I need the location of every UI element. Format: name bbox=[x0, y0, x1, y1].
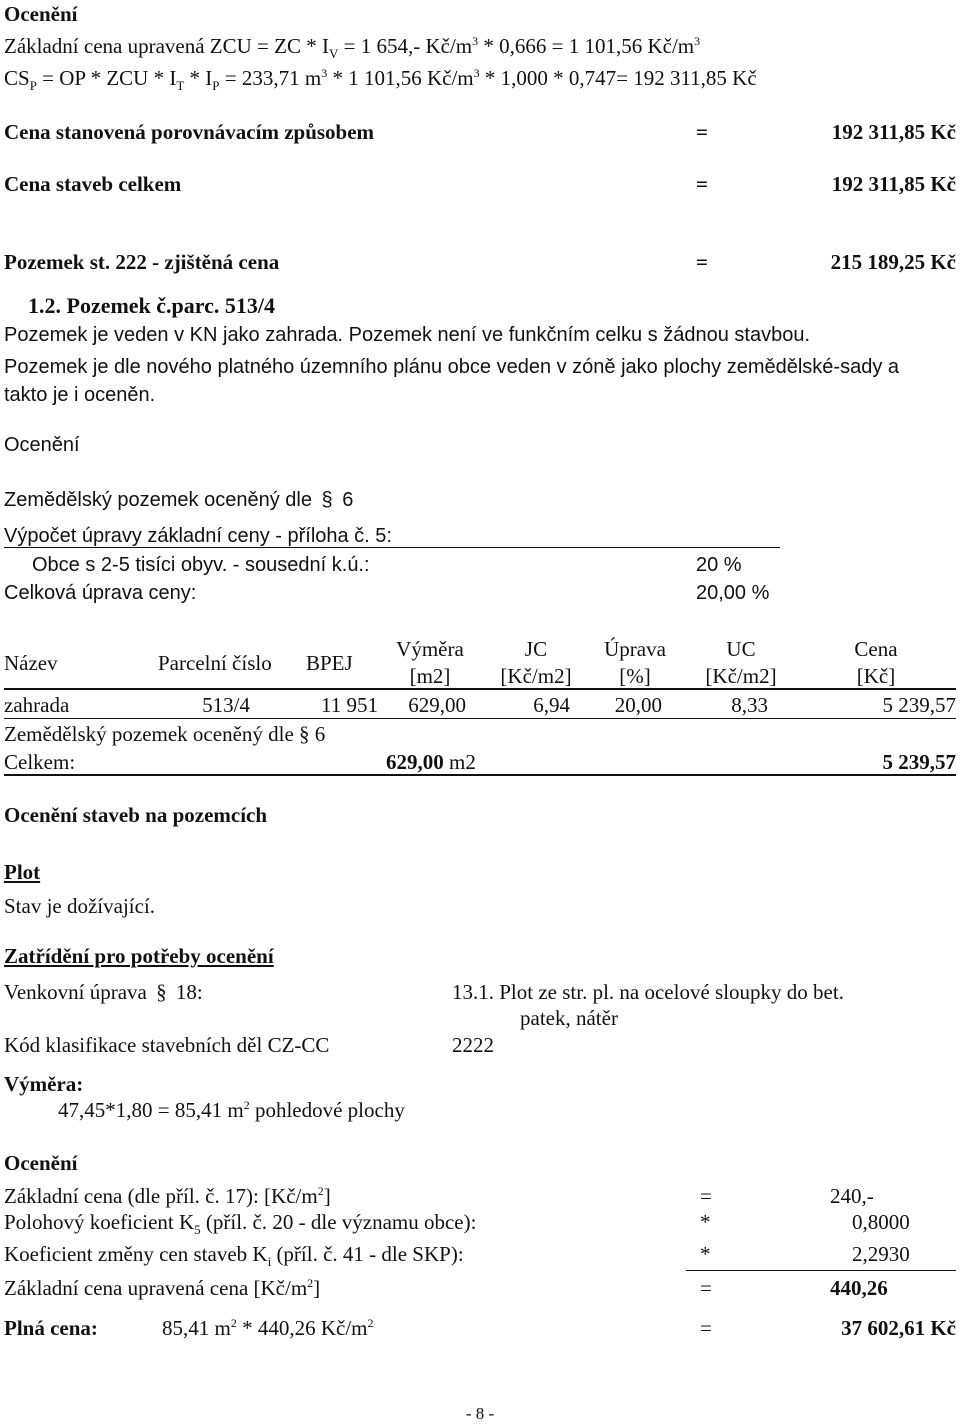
calc-value: 2,2930 bbox=[852, 1242, 910, 1266]
buildings-heading: Ocenění staveb na pozemcích bbox=[4, 803, 268, 827]
venkovni-value-line2: patek, nátěr bbox=[520, 1006, 618, 1030]
calc-value: 0,8000 bbox=[852, 1210, 910, 1234]
table-header-rule bbox=[4, 688, 956, 690]
col-header-uprava: Úprava [%] bbox=[604, 637, 666, 689]
agri-subheading: Zemědělský pozemek oceněný dle § 6 bbox=[4, 489, 354, 511]
calc-row-value: 20 % bbox=[696, 554, 742, 576]
vymera-heading: Výměra: bbox=[4, 1072, 84, 1096]
kod-value: 2222 bbox=[452, 1033, 494, 1057]
valuation-heading: Ocenění bbox=[4, 1151, 78, 1175]
calc-title: Výpočet úpravy základní ceny - příloha č. 5: bbox=[4, 525, 392, 547]
cell-vymera: 629,00 bbox=[408, 693, 466, 717]
page-number: - 8 - bbox=[465, 1404, 495, 1423]
col-header-jc: JC [Kč/m2] bbox=[500, 637, 572, 689]
calc-op: = bbox=[700, 1184, 712, 1208]
classification-heading: Zatřídění pro potřeby ocenění bbox=[4, 944, 274, 968]
cell-cena: 5 239,57 bbox=[882, 693, 956, 717]
paragraph-sign: § bbox=[321, 489, 333, 511]
total-price: 5 239,57 bbox=[882, 750, 956, 774]
parcel-zoning-line1: Pozemek je dle nového platného územního plánu obce veden v zóně jako plochy zemědělské-sady a bbox=[4, 356, 900, 378]
calc-total-value: 20,00 % bbox=[696, 582, 770, 604]
table-total-rule bbox=[4, 774, 956, 776]
calc-value: 440,26 bbox=[830, 1276, 888, 1300]
divider bbox=[4, 547, 780, 548]
cell-nazev: zahrada bbox=[4, 693, 70, 717]
full-price-op: = bbox=[700, 1316, 712, 1340]
full-price-value: 37 602,61 Kč bbox=[841, 1316, 956, 1340]
summary-eq: = bbox=[696, 120, 708, 144]
plot-state: Stav je dožívající. bbox=[4, 894, 156, 918]
oceneni-label: Ocenění bbox=[4, 434, 80, 456]
plot-heading: Plot bbox=[4, 860, 41, 884]
col-header-vymera: Výměra [m2] bbox=[396, 637, 464, 689]
cell-uc: 8,33 bbox=[731, 693, 768, 717]
sum-rule bbox=[686, 1270, 956, 1271]
calc-line: Základní cena (dle příl. č. 17): $[Kč/m^2]$ bbox=[4, 1184, 331, 1208]
table-row-rule bbox=[4, 718, 956, 719]
calc-op: * bbox=[700, 1210, 711, 1234]
venkovni-label: Venkovní úprava § 18: bbox=[4, 980, 203, 1004]
kod-label: Kód klasifikace stavebních děl CZ-CC bbox=[4, 1033, 330, 1057]
venkovni-value-line1: 13.1. Plot ze str. pl. na ocelové sloupky do bet. bbox=[452, 980, 844, 1004]
section-heading-oceneni: Ocenění bbox=[4, 2, 78, 26]
cell-parcela: 513/4 bbox=[202, 693, 250, 717]
col-header-bpej: BPEJ bbox=[306, 651, 353, 675]
summary-eq: = bbox=[696, 250, 708, 274]
parcel-description: Pozemek je veden v KN jako zahrada. Pozemek není ve funkčním celku s žádnou stavbou. bbox=[4, 324, 810, 346]
summary-label: Cena stanovená porovnávacím způsobem bbox=[4, 120, 375, 144]
vymera-formula: 47,45*1,80 = 85,41 $m^2$ pohledové plochy bbox=[58, 1098, 405, 1122]
col-header-parcela: Parcelní číslo bbox=[158, 651, 272, 675]
col-header-nazev: Název bbox=[4, 651, 58, 675]
parcel-zoning-line2: takto je i oceněn. bbox=[4, 384, 156, 406]
calc-op: = bbox=[700, 1276, 712, 1300]
cell-jc: 6,94 bbox=[533, 693, 570, 717]
full-price-formula: 85,41 $m^2 * 440,26$ $Kč/m^2$ bbox=[162, 1316, 374, 1340]
calc-op: * bbox=[700, 1242, 711, 1266]
calc-line: Polohový koeficient $K_5$ (příl. č. 20 - dle významu obce): bbox=[4, 1210, 477, 1237]
col-header-cena: Cena [Kč] bbox=[854, 637, 898, 689]
calc-row-label: Obce s 2-5 tisíci obyv. - sousední k.ú.: bbox=[32, 554, 370, 576]
zcu-formula: Základní cena upravená ZCU = ZC * $I_V = 1$ 654,- $Kč/m^3 * 0,666 = 1$ 101,56 $Kč/m^3$ bbox=[4, 34, 701, 61]
summary-value: 192 311,85 Kč bbox=[831, 172, 956, 196]
summary-eq: = bbox=[696, 172, 708, 196]
calc-line: Základní cena upravená cena $[Kč/m^2]$ bbox=[4, 1276, 321, 1300]
summary-label: Cena staveb celkem bbox=[4, 172, 182, 196]
cell-uprava: 20,00 bbox=[614, 693, 662, 717]
full-price-label: Plná cena: bbox=[4, 1316, 98, 1340]
table-footer-label: Zemědělský pozemek oceněný dle § 6 bbox=[4, 722, 326, 746]
paragraph-sign: § bbox=[156, 980, 167, 1004]
calc-line: Koeficient změny cen staveb $K_i$ (příl. č. 41 - dle SKP): bbox=[4, 1242, 464, 1269]
summary-value: 215 189,25 Kč bbox=[830, 250, 956, 274]
calc-value: 240,- bbox=[830, 1184, 874, 1208]
total-label: Celkem: bbox=[4, 750, 76, 774]
total-area: 629,00 m2 bbox=[386, 750, 476, 774]
col-header-uc: UC [Kč/m2] bbox=[705, 637, 777, 689]
parcel-heading: 1.2. Pozemek č.parc. 513/4 bbox=[28, 293, 276, 318]
cell-bpej: 11 951 bbox=[321, 693, 378, 717]
summary-label: Pozemek st. 222 - zjištěná cena bbox=[4, 250, 280, 274]
summary-value: 192 311,85 Kč bbox=[831, 120, 956, 144]
csp-formula: $CS_P$ = OP * ZCU * $I_T * I_P = 233,71$ $m^3 * 1$ 101,56 $Kč/m^3 * 1,000 * 0,747= 192$ 311,85 Kč bbox=[4, 66, 757, 93]
calc-total-label: Celková úprava ceny: bbox=[4, 582, 197, 604]
